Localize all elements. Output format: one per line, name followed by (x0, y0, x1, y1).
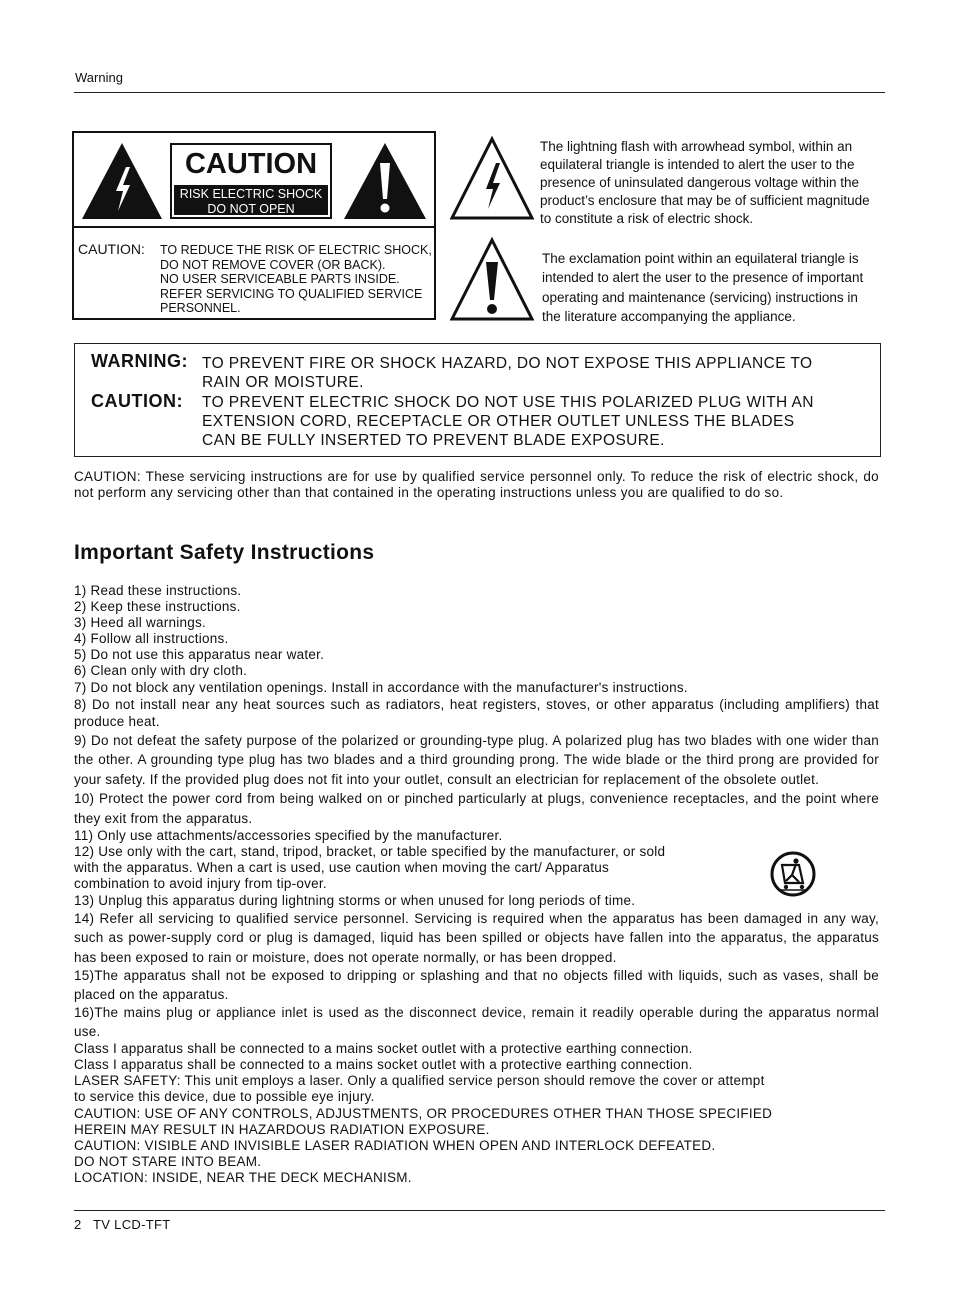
page-number: 2 (74, 1217, 82, 1232)
caution-line: DO NOT REMOVE COVER (OR BACK). (160, 257, 386, 272)
caution-box-lines (160, 243, 432, 316)
footer-rule (74, 1210, 885, 1211)
warning-text (202, 354, 812, 392)
list-item: CAUTION: VISIBLE AND INVISIBLE LASER RADIATION WHEN OPEN AND INTERLOCK DEFEATED. (74, 1137, 716, 1153)
caution-plate-text (174, 185, 328, 215)
list-item: 16)The mains plug or appliance inlet is used as the disconnect device, remain it readily operable during the apparatus normal use. (74, 1005, 879, 1039)
caution-key: CAUTION: (91, 391, 183, 411)
text-line: to constitute a risk of electric shock. (540, 211, 754, 226)
list-item: CAUTION: USE OF ANY CONTROLS, ADJUSTMENTS, OR PROCEDURES OTHER THAN THOSE SPECIFIED (74, 1105, 773, 1121)
list-item: 6) Clean only with dry cloth. (74, 663, 248, 679)
text-line: The lightning flash with arrowhead symbol, within an (540, 139, 853, 154)
list-item: 10) Protect the power cord from being walked on or pinched particularly at plugs, convenience receptacles, and the point where they exit from the apparatus. (74, 791, 879, 826)
list-item: 13) Unplug this apparatus during lightning storms or when unused for long periods of time. (74, 892, 636, 908)
caution-line: PERSONNEL. (160, 301, 241, 316)
text-line: intended to alert the user to the presence of important (542, 270, 864, 286)
list-item: 3) Heed all warnings. (74, 615, 207, 631)
warning-box (74, 343, 881, 457)
list-item: 2) Keep these instructions. (74, 599, 241, 615)
text-line: operating and maintenance (servicing) instructions in (542, 289, 858, 305)
text-line: EXTENSION CORD, RECEPTACLE OR OTHER OUTLET UNLESS THE BLADES (202, 413, 795, 430)
exclamation-explanation (542, 249, 863, 326)
page-footer (74, 1217, 170, 1232)
instructions-list (74, 583, 879, 1186)
list-item: 15)The apparatus shall not be exposed to dripping or splashing and that no objects filled with liquids, such as vases, shall be placed on the apparatus. (74, 968, 879, 1002)
plate-line-2: DO NOT OPEN (207, 202, 295, 216)
list-item: to service this device, due to possible eye injury. (74, 1089, 375, 1105)
lightning-explanation (540, 138, 870, 228)
section-title: Important Safety Instructions (74, 541, 375, 564)
cart-tip-over-icon (769, 851, 817, 897)
text-line: equilateral triangle is intended to alert the user to the (540, 157, 855, 172)
list-item: Class I apparatus shall be connected to a mains socket outlet with a protective earthing connection. (74, 1057, 693, 1073)
list-item: 5) Do not use this apparatus near water. (74, 647, 325, 663)
lightning-warning-icon (80, 141, 164, 221)
text-line: the literature accompanying the appliance. (542, 308, 796, 324)
list-item: 4) Follow all instructions. (74, 631, 229, 647)
header-rule (74, 92, 885, 93)
list-item: Class I apparatus shall be connected to a mains socket outlet with a protective earthing connection. (74, 1041, 693, 1057)
list-item: 1) Read these instructions. (74, 583, 242, 598)
list-item: 14) Refer all servicing to qualified service personnel. Servicing is required when the apparatus has been damaged in any way, such as power-supply cord or plug is damaged, liquid has been spilled or objects have fallen into the apparatus, the apparatus has been exposed to rain or moisture, does not operate normally, or has been dropped. (74, 910, 879, 965)
servicing-note: CAUTION: These servicing instructions are for use by qualified service personnel only. To reduce the risk of electric shock, do not perform any servicing other than that contained in the operating instructions unless you are qualified to do so. (74, 469, 879, 500)
list-item: 11) Only use attachments/accessories specified by the manufacturer. (74, 828, 503, 844)
lightning-triangle-icon (449, 135, 535, 221)
caution-text (202, 393, 814, 450)
exclamation-triangle-icon (449, 236, 535, 322)
text-line: product’s enclosure that may be of sufficient magnitude (540, 193, 870, 208)
caution-box-divider (74, 226, 434, 228)
text-line: TO PREVENT ELECTRIC SHOCK DO NOT USE THIS POLARIZED PLUG WITH AN (202, 394, 814, 411)
exclamation-warning-icon (342, 141, 428, 221)
caution-title: CAUTION (184, 148, 318, 180)
list-item: LASER SAFETY: This unit employs a laser. Only a qualified service person should remove the cover or attempt (74, 1073, 765, 1089)
footer-label: TV LCD-TFT (93, 1217, 171, 1232)
text-line: TO PREVENT FIRE OR SHOCK HAZARD, DO NOT EXPOSE THIS APPLIANCE TO (202, 355, 813, 372)
caution-label-box (72, 131, 436, 320)
plate-line-1: RISK ELECTRIC SHOCK (179, 187, 323, 201)
caution-plate (170, 143, 332, 219)
caution-line: NO USER SERVICEABLE PARTS INSIDE. (160, 272, 400, 287)
list-item: DO NOT STARE INTO BEAM. (74, 1153, 262, 1169)
text-line: presence of uninsulated dangerous voltage within the (540, 175, 859, 190)
caution-box-label: CAUTION: (78, 241, 145, 257)
caution-line: REFER SERVICING TO QUALIFIED SERVICE (160, 286, 423, 301)
list-item: 9) Do not defeat the safety purpose of the polarized or grounding-type plug. A polarized plug has two blades with one wider than the other. A grounding type plug has two blades and a third grounding prong. The wide blade or the third prong are provided for your safety. If the provided plug does not fit into your outlet, consult an electrician for replacement of the obsolete outlet. (74, 732, 879, 787)
list-item: LOCATION: INSIDE, NEAR THE DECK MECHANISM. (74, 1169, 412, 1185)
caution-line: TO REDUCE THE RISK OF ELECTRIC SHOCK, (160, 243, 432, 257)
list-item: 8) Do not install near any heat sources such as radiators, heat registers, stoves, or other apparatus (including amplifiers) that produce heat. (74, 696, 879, 730)
list-item: 12) Use only with the cart, stand, tripod, bracket, or table specified by the manufacturer, or sold with the apparatus. When a cart is used, use caution when moving the cart/ Apparatus combination to avoid injury from tip-over. (74, 844, 666, 892)
list-item: HEREIN MAY RESULT IN HAZARDOUS RADIATION EXPOSURE. (74, 1121, 490, 1137)
text-line: CAN BE FULLY INSERTED TO PREVENT BLADE EXPOSURE. (202, 432, 665, 449)
list-item: 7) Do not block any ventilation openings. Install in accordance with the manufacturer's instructions. (74, 679, 688, 695)
page-header-label: Warning (75, 70, 123, 85)
text-line: The exclamation point within an equilateral triangle is (542, 251, 859, 266)
warning-key: WARNING: (91, 351, 188, 371)
text-line: RAIN OR MOISTURE. (202, 374, 364, 391)
